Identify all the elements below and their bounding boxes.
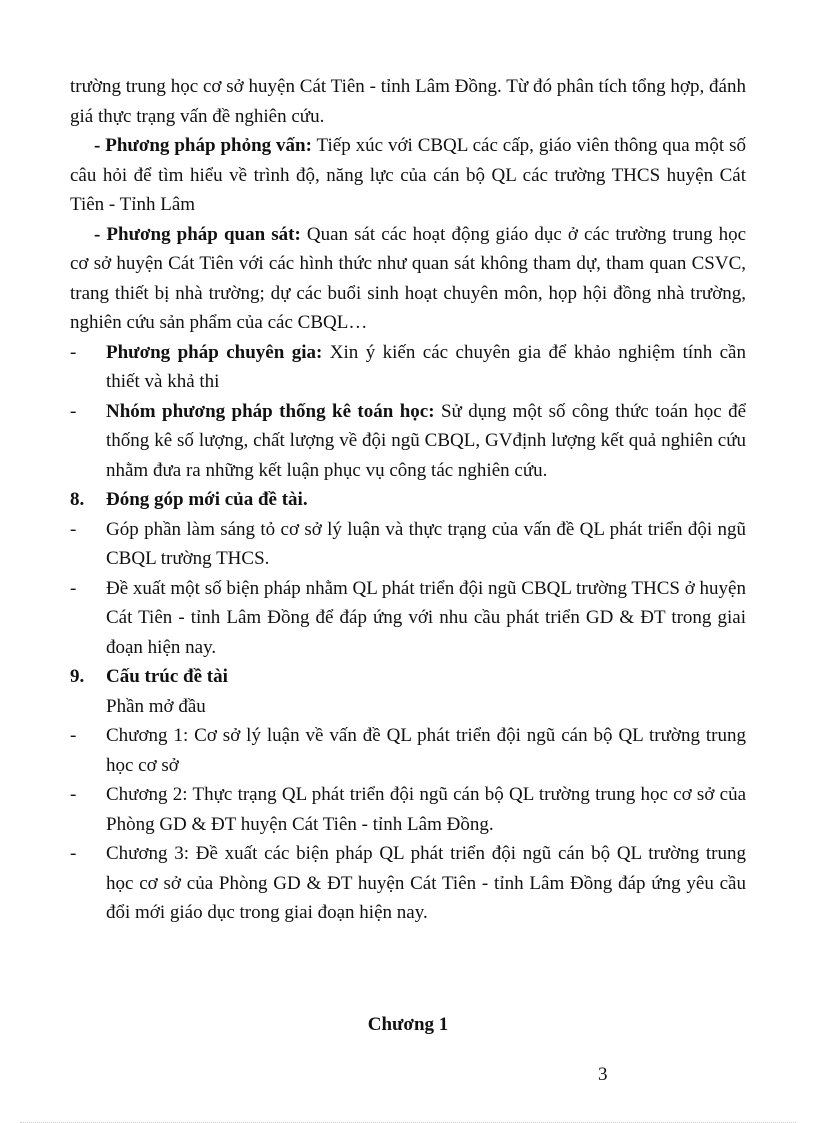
contribution-text: Đề xuất một số biện pháp nhằm QL phát triển đội ngũ CBQL trường THCS ở huyện Cát Tiên - tỉnh Lâm Đồng để đáp ứng với nhu cầu phát triển GD & ĐT trong giai đoạn hiện nay.: [106, 577, 746, 658]
page-number: 3: [598, 1064, 608, 1085]
observation-method-text: Quan sát các hoạt động giáo dục ở các trường trung học cơ sở huyện Cát Tiên với các hình thức như quan sát không tham dự, tham quan CSVC, trang thiết bị nhà trường; dự các buổi sinh hoạt chuyên môn, họp hội đồng nhà trường, nghiên cứu sản phẩm của các CBQL…: [70, 223, 746, 333]
dash-marker: -: [70, 577, 77, 599]
section-title: Cấu trúc đề tài: [106, 666, 228, 687]
dash-prefix: -: [94, 223, 107, 245]
statistics-method-text: Sử dụng một số công thức toán học để thống kê số lượng, chất lượng về đội ngũ CBQL, GVđịnh lượng kết quả nghiên cứu nhằm đưa ra những kết luận phục vụ công tác nghiên cứu.: [106, 400, 747, 481]
section-number: 9.: [70, 666, 85, 687]
dash-marker: -: [70, 843, 77, 864]
structure-text: Phần mở đầu: [106, 695, 206, 717]
paragraph-observation-method: [70, 220, 746, 338]
dash-marker: -: [70, 341, 77, 363]
structure-item: [70, 780, 746, 839]
expert-method-title: Phương pháp chuyên gia:: [106, 341, 323, 363]
expert-method-text: Xin ý kiến các chuyên gia để khảo nghiệm tính cần thiết và khả thi: [106, 341, 746, 392]
document-body: [70, 72, 746, 928]
section-number: 8.: [70, 489, 85, 510]
dash-marker: -: [70, 725, 77, 746]
section-title: Đóng góp mới của đề tài.: [106, 489, 308, 510]
paragraph-interview-method: [70, 131, 746, 220]
contribution-text: Góp phần làm sáng tỏ cơ sở lý luận và thực trạng của vấn đề QL phát triển đội ngũ CBQL trường THCS.: [106, 518, 746, 569]
interview-method-text: Tiếp xúc với CBQL các cấp, giáo viên thông qua một số câu hỏi để tìm hiểu về trình độ, năng lực của cán bộ QL các trường THCS huyện Cát Tiên - Tỉnh Lâm: [70, 135, 746, 215]
paragraph-expert-method: [70, 338, 746, 397]
statistics-method-title: Nhóm phương pháp thống kê toán học:: [106, 400, 435, 422]
structure-text: Chương 3: Đề xuất các biện pháp QL phát triển đội ngũ cán bộ QL trường trung học cơ sở của Phòng GD & ĐT huyện Cát Tiên - tỉnh Lâm Đồng đáp ứng yêu cầu đổi mới giáo dục trong giai đoạn hiện nay.: [106, 843, 746, 923]
interview-method-title: Phương pháp phỏng vấn:: [105, 135, 312, 156]
dash-marker: -: [70, 400, 77, 422]
paragraph-intro: trường trung học cơ sở huyện Cát Tiên - tỉnh Lâm Đồng. Từ đó phân tích tổng hợp, đánh giá thực trạng vấn đề nghiên cứu.: [70, 76, 746, 127]
section-heading-9: [70, 662, 746, 692]
structure-text: Chương 2: Thực trạng QL phát triển đội ngũ cán bộ QL trường trung học cơ sở của Phòng GD & ĐT huyện Cát Tiên - tỉnh Lâm Đồng.: [106, 784, 746, 835]
dash-marker: -: [70, 518, 77, 540]
structure-text: Chương 1: Cơ sở lý luận về vấn đề QL phát triển đội ngũ cán bộ QL trường trung học cơ sở: [106, 725, 746, 776]
structure-item: [70, 839, 746, 928]
contribution-item: [70, 574, 746, 663]
observation-method-title: Phương pháp quan sát:: [106, 223, 301, 245]
dash-prefix: -: [94, 135, 106, 156]
chapter-title: Chương 1: [367, 1014, 449, 1035]
dash-marker: -: [70, 784, 77, 805]
contribution-item: [70, 515, 746, 574]
paragraph-statistics-method: [70, 397, 746, 486]
structure-item: [70, 692, 746, 722]
section-heading-8: [70, 485, 746, 515]
structure-item: [70, 721, 746, 780]
